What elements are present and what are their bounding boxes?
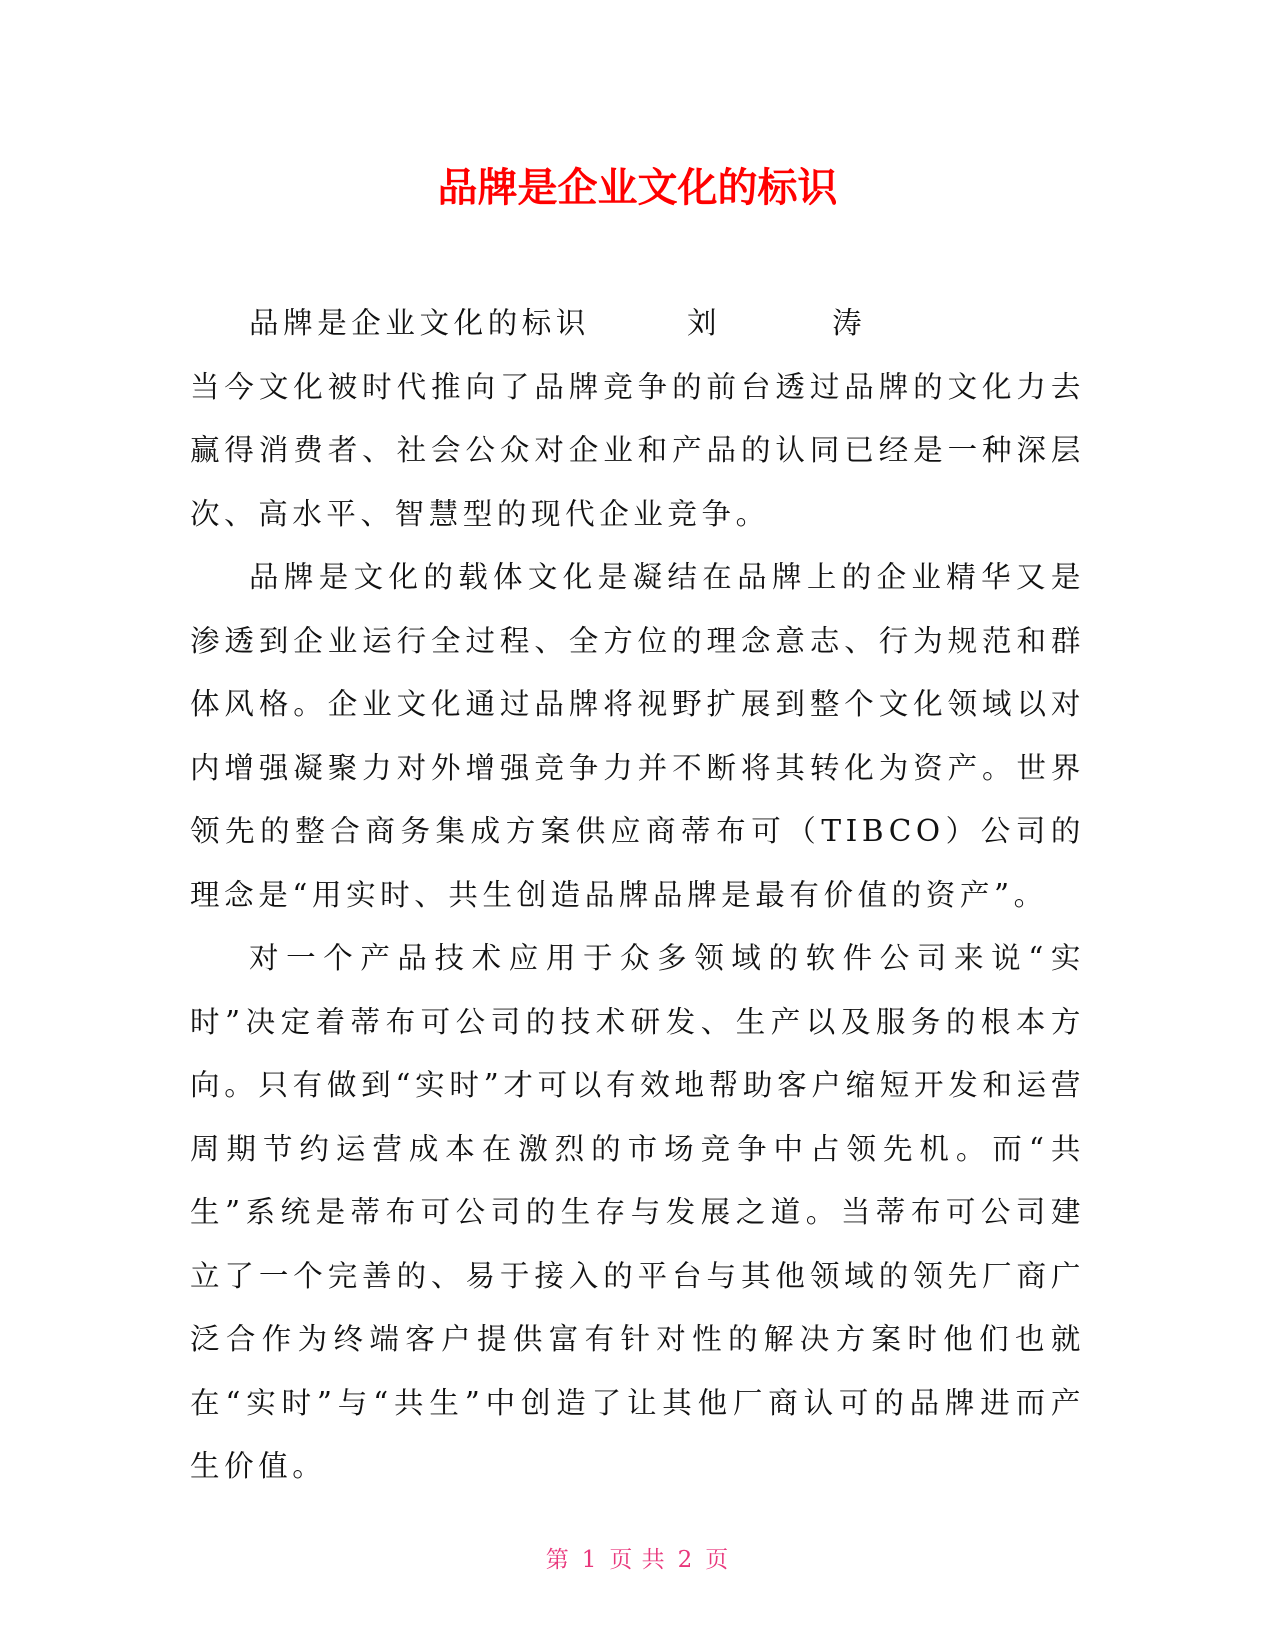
footer-current-page: 1 <box>581 1547 598 1573</box>
byline <box>190 292 1085 356</box>
author-last-name: 涛 <box>832 306 867 340</box>
page-footer <box>0 1545 1275 1575</box>
footer-total-pages: 2 <box>677 1547 694 1573</box>
author-first-name: 刘 <box>687 306 722 340</box>
footer-suffix: 页 <box>705 1547 730 1573</box>
footer-prefix: 第 <box>545 1547 570 1573</box>
paragraph-2: 品牌是文化的载体文化是凝结在品牌上的企业精华又是渗透到企业运行全过程、全方位的理念意志、行为规范和群体风格。企业文化通过品牌将视野扩展到整个文化领域以对内增强凝聚力对外增强竞争力并不断将其转化为资产。世界领先的整合商务集成方案供应商蒂布可（TIBCO）公司的理念是“用实时、共生创造品牌品牌是最有价值的资产”。 <box>190 560 1085 912</box>
footer-middle: 页 共 <box>609 1547 666 1573</box>
byline-heading: 品牌是企业文化的标识 <box>249 306 591 340</box>
document-title: 品牌是企业文化的标识 <box>437 165 838 211</box>
paragraph-1: 当今文化被时代推向了品牌竞争的前台透过品牌的文化力去赢得消费者、社会公众对企业和产品的认同已经是一种深层次、高水平、智慧型的现代企业竞争。 <box>190 369 1085 531</box>
document-body <box>190 292 1085 1499</box>
paragraph-3: 对一个产品技术应用于众多领域的软件公司来说“实时”决定着蒂布可公司的技术研发、生产以及服务的根本方向。只有做到“实时”才可以有效地帮助客户缩短开发和运营周期节约运营成本在激烈的市场竞争中占领先机。而“共生”系统是蒂布可公司的生存与发展之道。当蒂布可公司建立了一个完善的、易于接入的平台与其他领域的领先厂商广泛合作为终端客户提供富有针对性的解决方案时他们也就在“实时”与“共生”中创造了让其他厂商认可的品牌进而产生价值。 <box>190 941 1085 1483</box>
